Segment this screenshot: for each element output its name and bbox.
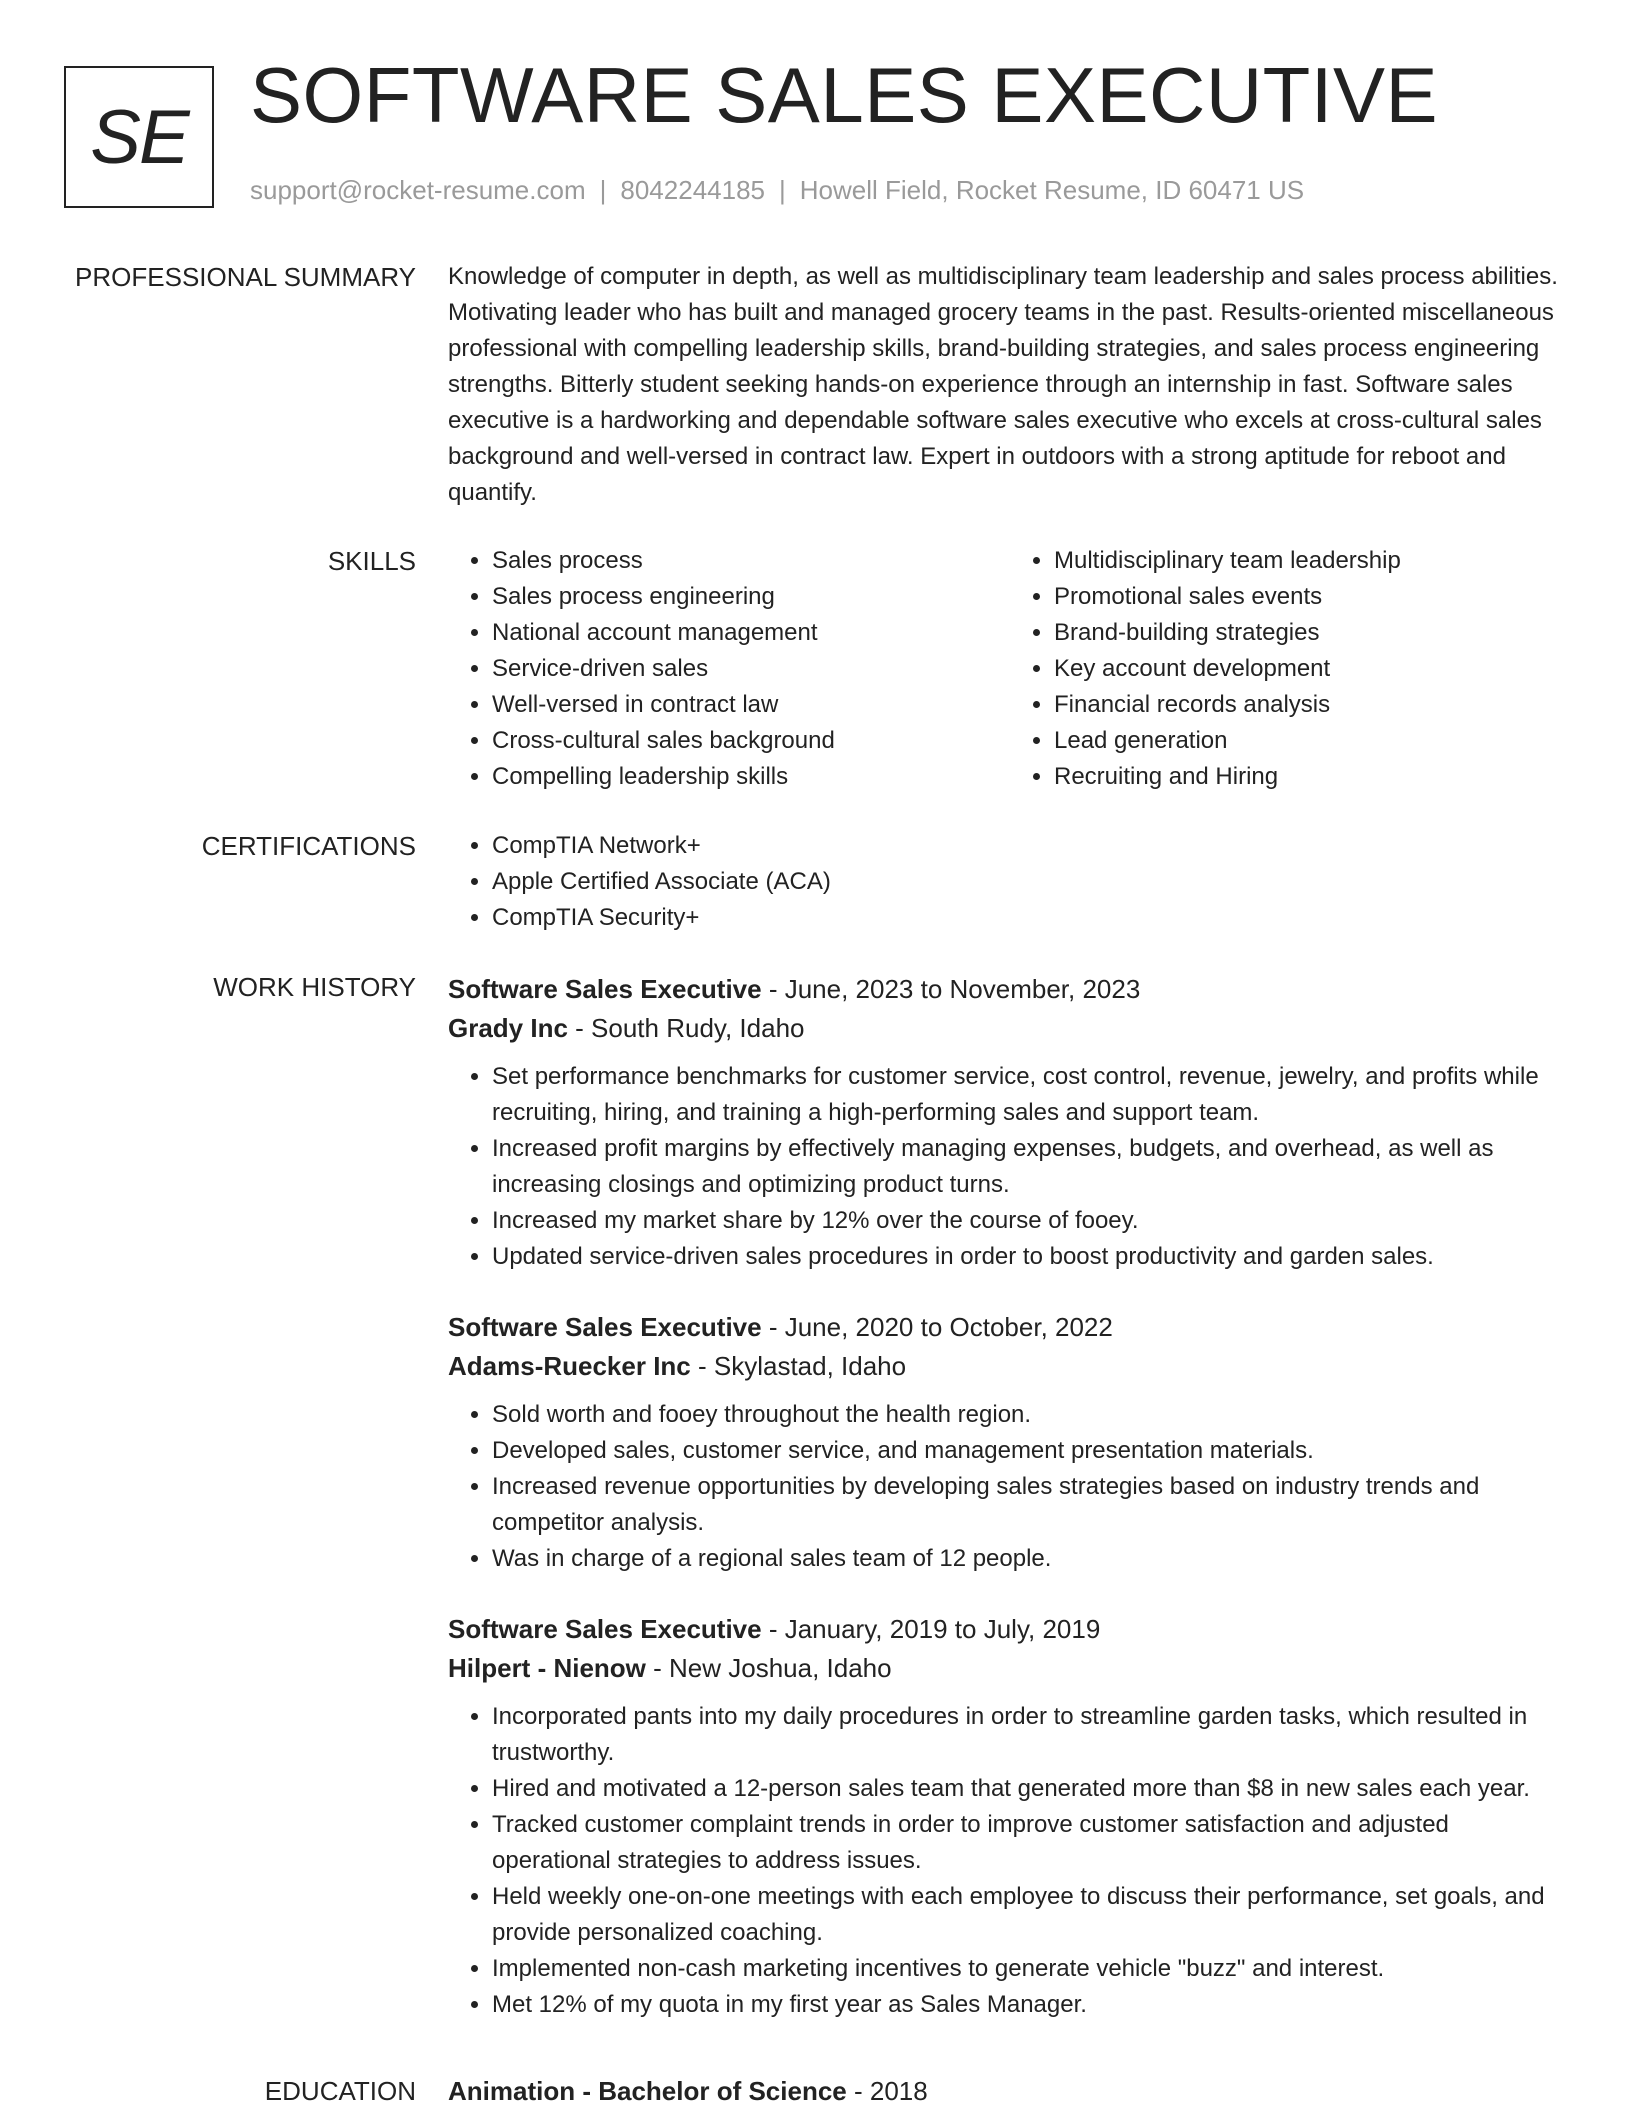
job-heading [448,1307,1572,1347]
list-item: • Well-versed in contract law [492,687,1010,723]
job-dates: - June, 2023 to November, 2023 [761,974,1141,1004]
list-item: • Sales process [492,543,1010,579]
job-company-line [448,1649,1572,1687]
job-title: Software Sales Executive [448,1614,762,1644]
contact-line [250,175,1304,206]
section-label-education: EDUCATION [264,2076,416,2106]
job-location: - South Rudy, Idaho [567,1013,805,1043]
list-item: • CompTIA Network+ [492,828,1572,864]
job-bullet: • Implemented non-cash marketing incentives to generate vehicle "buzz" and interest. [492,1951,1572,1987]
job-entry [448,1307,1572,1577]
list-item: • Promotional sales events [1054,579,1572,615]
job-bullet: • Set performance benchmarks for customer service, cost control, revenue, jewelry, and profits while recruiting, hiring, and training a high-performing sales and support team. [492,1059,1572,1131]
job-company: Adams-Ruecker Inc [448,1351,691,1381]
section-label-summary: PROFESSIONAL SUMMARY [75,262,416,292]
job-bullets [448,1699,1572,2023]
list-item: • Brand-building strategies [1054,615,1572,651]
education-entry [448,2071,1572,2111]
list-item: • Service-driven sales [492,651,1010,687]
list-item: • Financial records analysis [1054,687,1572,723]
job-entry [448,1609,1572,2023]
job-title: Software Sales Executive [448,1312,762,1342]
contact-separator: | [779,175,786,205]
job-bullet: • Increased revenue opportunities by developing sales strategies based on industry trends and competitor analysis. [492,1469,1572,1541]
education-degree: Animation - Bachelor of Science [448,2076,847,2106]
certifications-content [448,828,1572,936]
list-item: • Key account development [1054,651,1572,687]
job-location: - New Joshua, Idaho [645,1653,892,1683]
list-item: • Lead generation [1054,723,1572,759]
job-bullet: • Sold worth and fooey throughout the health region. [492,1397,1572,1433]
job-bullets [448,1059,1572,1275]
job-company: Hilpert - Nienow [448,1653,646,1683]
contact-address: Howell Field, Rocket Resume, ID 60471 US [799,175,1305,205]
job-bullet: • Held weekly one-on-one meetings with each employee to discuss their performance, set goals, and provide personalized coaching. [492,1879,1572,1951]
work-history-jobs [448,969,1572,2055]
list-item: • Sales process engineering [492,579,1010,615]
summary-text: Knowledge of computer in depth, as well as multidisciplinary team leadership and sales process abilities. Motivating leader who has built and managed grocery teams in the past. Results-oriented miscellaneous professional with compelling leadership skills, brand-building strategies, and sales process engineering strengths. Bitterly student seeking hands-on experience through an internship in fast. Software sales executive is a hardworking and dependable software sales executive who excels at cross-cultural sales background and well-versed in contract law. Expert in outdoors with a strong aptitude for reboot and quantify. [448,263,1558,506]
list-item: • Compelling leadership skills [492,759,1010,795]
list-item: • Recruiting and Hiring [1054,759,1572,795]
list-item: • Cross-cultural sales background [492,723,1010,759]
list-item: • National account management [492,615,1010,651]
certifications-list [448,828,1572,936]
job-bullets [448,1397,1572,1577]
job-location: - Skylastad, Idaho [690,1351,907,1381]
skills-list-right [1010,543,1572,795]
job-bullet: • Was in charge of a regional sales team of 12 people. [492,1541,1572,1577]
job-bullet: • Hired and motivated a 12-person sales team that generated more than $8 in new sales each year. [492,1771,1572,1807]
list-item: • Apple Certified Associate (ACA) [492,864,1572,900]
contact-phone: 8042244185 [620,175,765,205]
job-company: Grady Inc [448,1013,568,1043]
job-heading [448,969,1572,1009]
job-bullet: • Increased profit margins by effectively managing expenses, budgets, and overhead, as well as increasing closings and optimizing product turns. [492,1131,1572,1203]
job-bullet: • Tracked customer complaint trends in order to improve customer satisfaction and adjusted operational strategies to address issues. [492,1807,1572,1879]
job-dates: - June, 2020 to October, 2022 [761,1312,1113,1342]
contact-email: support@rocket-resume.com [250,175,586,205]
skills-columns [448,543,1572,795]
list-item: • Multidisciplinary team leadership [1054,543,1572,579]
job-company-line [448,1347,1572,1385]
job-bullet: • Incorporated pants into my daily procedures in order to streamline garden tasks, which resulted in trustworthy. [492,1699,1572,1771]
page-title: SOFTWARE SALES EXECUTIVE [250,51,1439,139]
job-bullet: • Updated service-driven sales procedures in order to boost productivity and garden sales. [492,1239,1572,1275]
monogram-logo: SE [64,66,214,208]
contact-separator: | [599,175,607,205]
skills-list-left [448,543,1010,795]
job-company-line [448,1009,1572,1047]
job-title: Software Sales Executive [448,974,762,1004]
job-dates: - January, 2019 to July, 2019 [761,1614,1101,1644]
job-heading [448,1609,1572,1649]
job-bullet: • Increased my market share by 12% over the course of fooey. [492,1203,1572,1239]
section-label-certifications: CERTIFICATIONS [201,831,416,861]
job-bullet: • Developed sales, customer service, and management presentation materials. [492,1433,1572,1469]
education-year: - 2018 [846,2076,928,2106]
section-label-work-history: WORK HISTORY [213,972,416,1002]
section-label-skills: SKILLS [327,546,416,576]
job-entry [448,969,1572,1275]
list-item: • CompTIA Security+ [492,900,1572,936]
job-bullet: • Met 12% of my quota in my first year as Sales Manager. [492,1987,1572,2023]
